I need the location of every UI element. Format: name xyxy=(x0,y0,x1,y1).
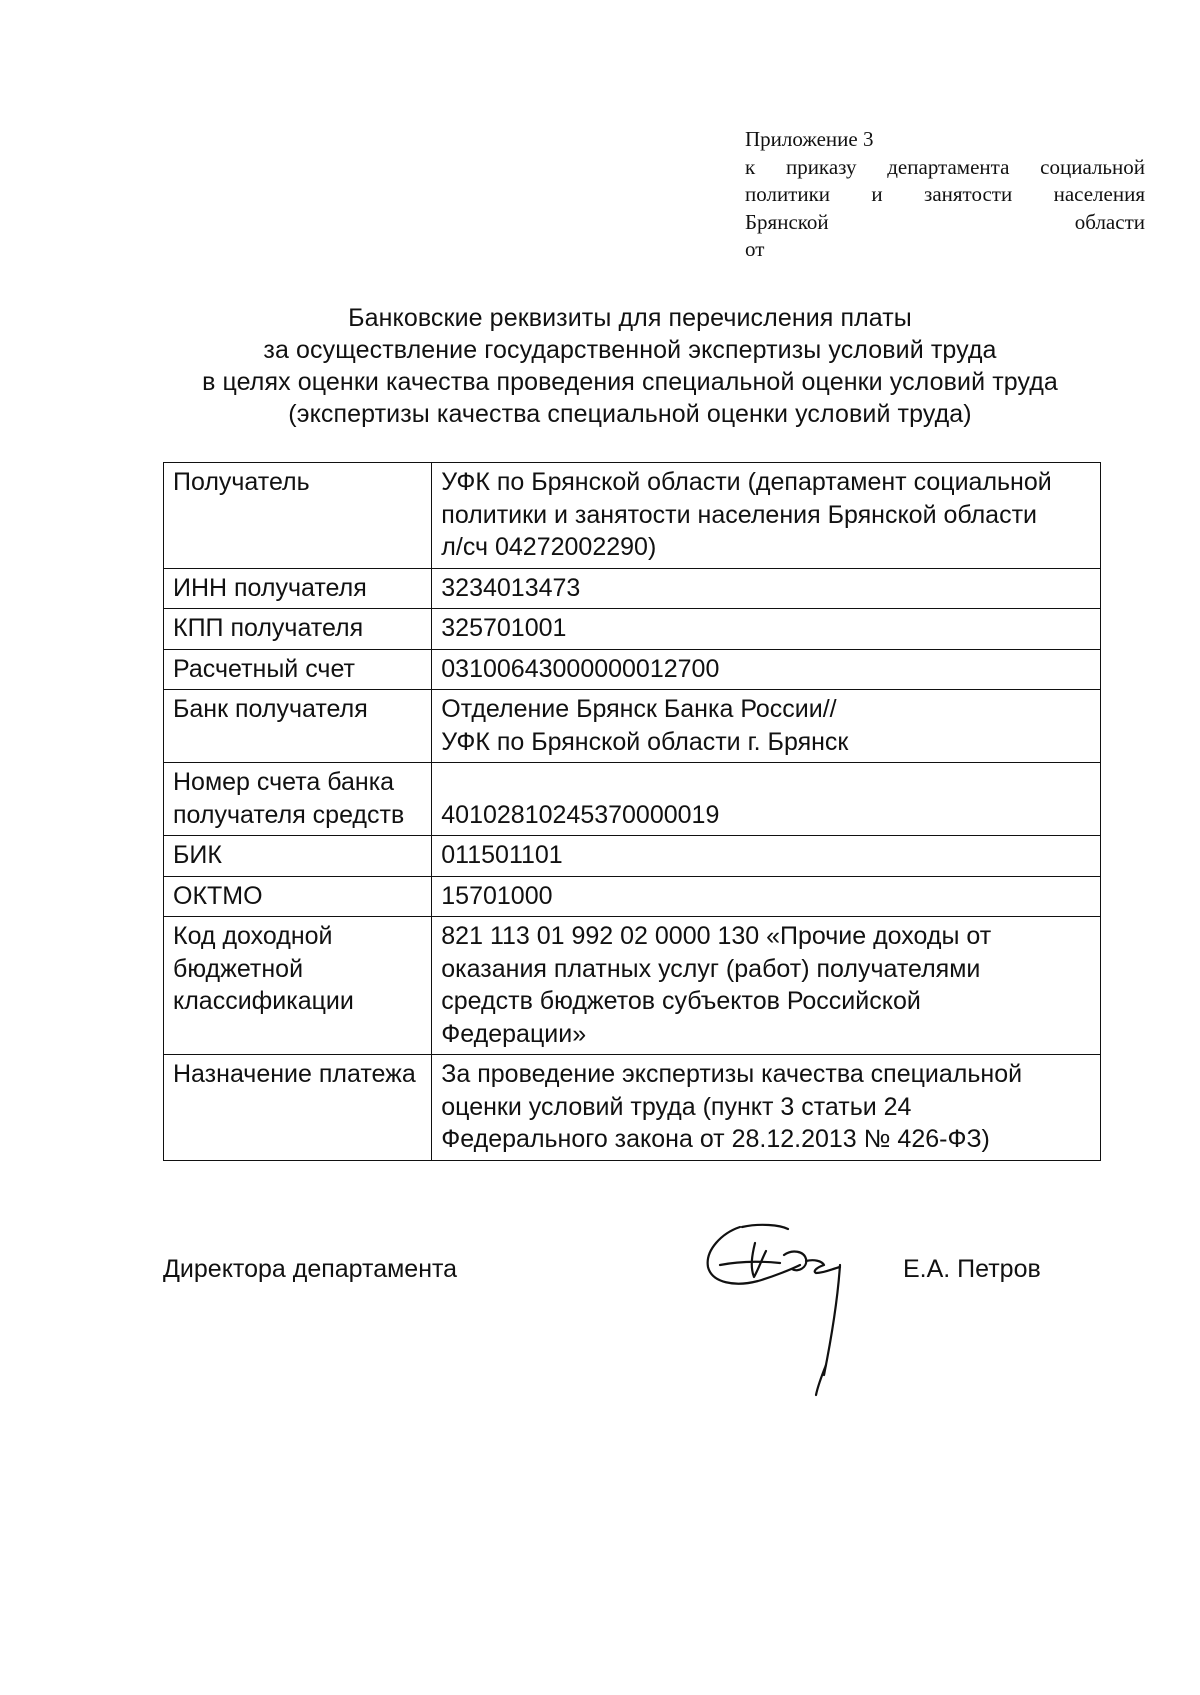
value-line: Федерации» xyxy=(441,1019,587,1048)
annex-number: Приложение 3 xyxy=(745,127,874,151)
table-row-oktmo xyxy=(164,876,1101,917)
row-label: Получатель xyxy=(164,463,432,569)
row-label: Назначение платежа xyxy=(164,1055,432,1161)
row-label: ИНН получателя xyxy=(164,568,432,609)
row-value: 3234013473 xyxy=(432,568,1101,609)
title-line: Банковские реквизиты для перечисления платы xyxy=(348,304,912,332)
label-line: бюджетной xyxy=(173,954,304,983)
handwritten-signature xyxy=(700,1215,870,1405)
table-row-inn xyxy=(164,568,1101,609)
title-line: (экспертизы качества специальной оценки условий труда) xyxy=(288,400,972,428)
row-value xyxy=(432,690,1101,763)
table-row-kbk xyxy=(164,917,1101,1055)
table-row-purpose xyxy=(164,1055,1101,1161)
label-line: Номер счета банка xyxy=(173,768,395,796)
value-line: УФК по Брянской области (департамент социальной xyxy=(441,468,1052,496)
signatory-position: Директора департамента xyxy=(163,1255,458,1283)
label-line: получателя средств xyxy=(173,800,405,829)
value-line: УФК по Брянской области г. Брянск xyxy=(441,727,849,756)
row-value: 15701000 xyxy=(432,876,1101,917)
row-label: Расчетный счет xyxy=(164,649,432,690)
row-value: 03100643000000012700 xyxy=(432,649,1101,690)
row-value: 40102810245370000019 xyxy=(432,763,1101,836)
row-label: КПП получателя xyxy=(164,609,432,650)
table-row-bank xyxy=(164,690,1101,763)
row-value: 011501101 xyxy=(432,836,1101,877)
row-label: БИК xyxy=(164,836,432,877)
annex-header xyxy=(745,126,1145,264)
row-value xyxy=(432,917,1101,1055)
value-line: средств бюджетов субъектов Российской xyxy=(441,987,921,1015)
value-line: оказания платных услуг (работ) получателями xyxy=(441,954,981,983)
row-value: 325701001 xyxy=(432,609,1101,650)
row-label xyxy=(164,763,432,836)
value-line: 821 113 01 992 02 0000 130 «Прочие доходы от xyxy=(441,922,992,950)
value-line: л/сч 04272002290) xyxy=(441,533,657,561)
table-row-account xyxy=(164,649,1101,690)
title-line: за осуществление государственной экспертизы условий труда xyxy=(263,336,997,364)
bank-details-table xyxy=(163,462,1101,1161)
row-label: ОКТМО xyxy=(164,876,432,917)
document-title xyxy=(140,302,1120,430)
row-value xyxy=(432,1055,1101,1161)
signatory-name: Е.А. Петров xyxy=(903,1255,1041,1283)
value-line: Федерального закона от 28.12.2013 № 426-ФЗ) xyxy=(441,1125,990,1153)
row-label xyxy=(164,917,432,1055)
row-value xyxy=(432,463,1101,569)
value-line: Отделение Брянск Банка России// xyxy=(441,695,837,723)
annex-line-date: от xyxy=(745,237,765,261)
label-line: классификации xyxy=(173,987,354,1015)
table-row-recipient xyxy=(164,463,1101,569)
table-row-bik xyxy=(164,836,1101,877)
annex-line-department: политики и занятости населения xyxy=(745,182,1145,206)
label-line: Код доходной xyxy=(173,922,333,950)
value-line: политики и занятости населения Брянской области xyxy=(441,500,1037,529)
value-line: За проведение экспертизы качества специальной xyxy=(441,1060,1023,1088)
row-label: Банк получателя xyxy=(164,690,432,763)
title-line: в целях оценки качества проведения специальной оценки условий труда xyxy=(202,368,1058,396)
annex-line-order: к приказу департамента социальной xyxy=(745,154,1145,179)
table-row-kpp xyxy=(164,609,1101,650)
value-line: оценки условий труда (пункт 3 статьи 24 xyxy=(441,1092,912,1121)
table-row-bank-account xyxy=(164,763,1101,836)
annex-line-region: Брянской области xyxy=(745,209,1145,234)
